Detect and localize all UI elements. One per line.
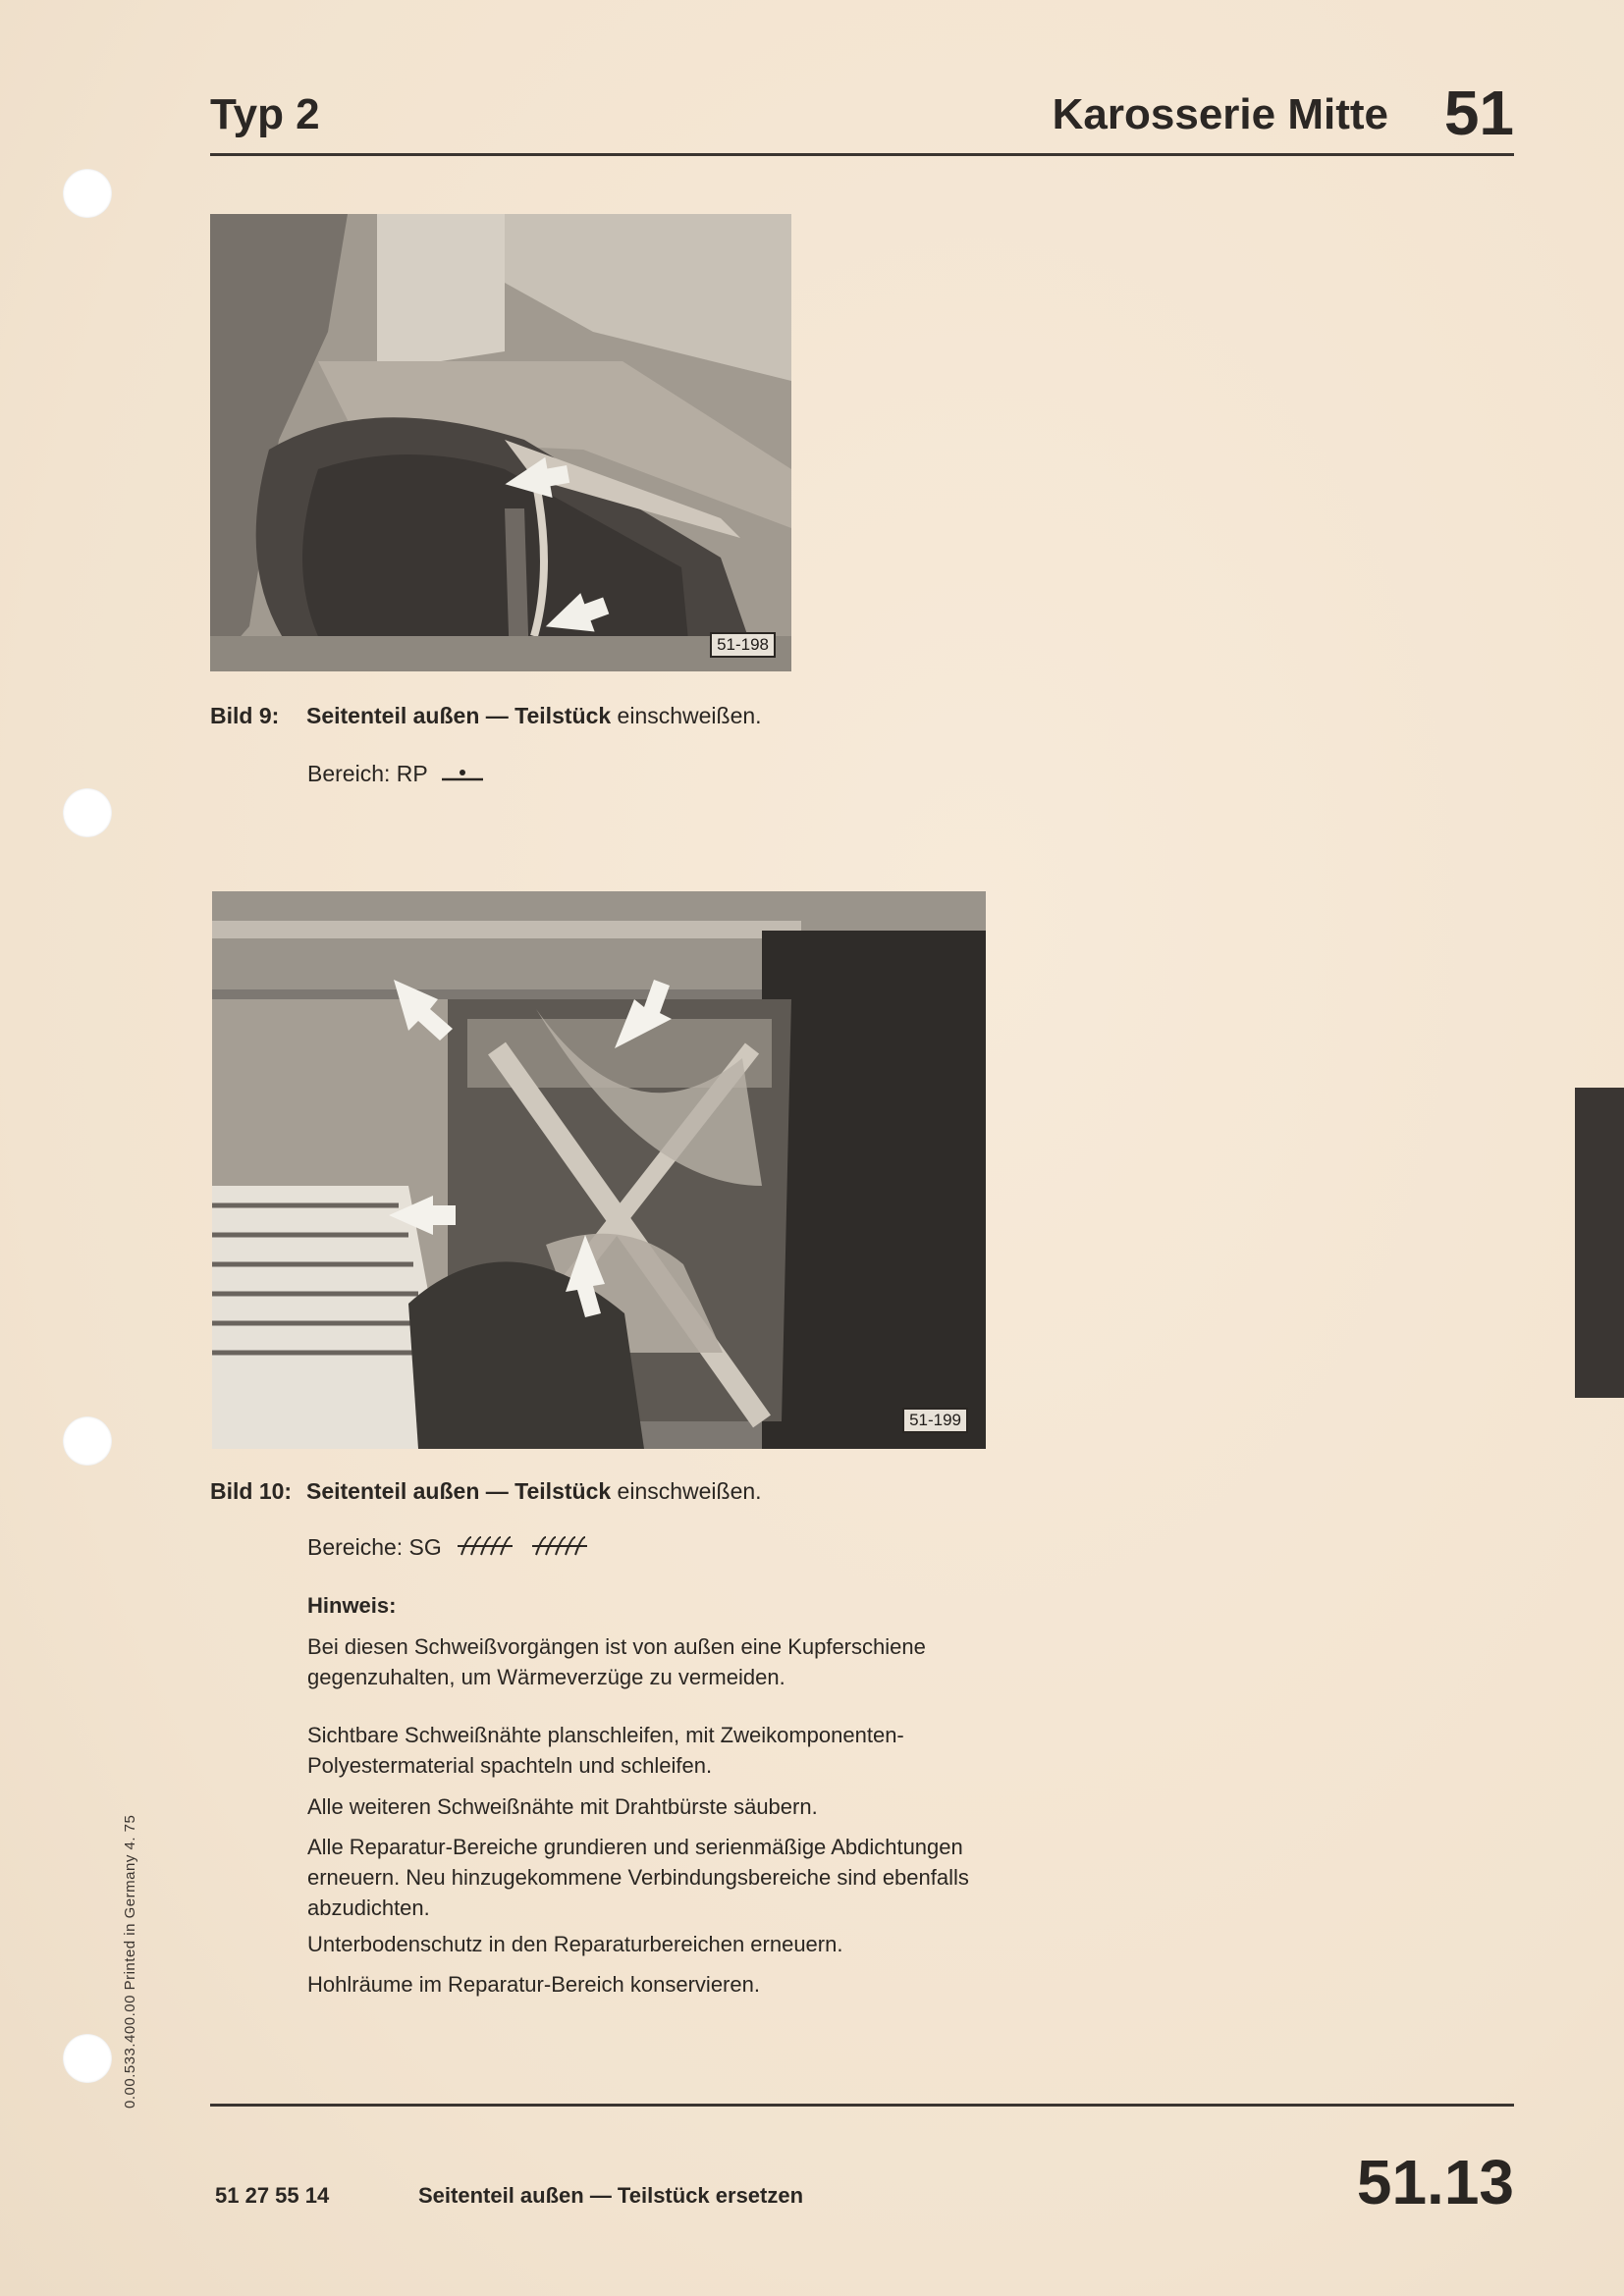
note-paragraph: Alle weiteren Schweißnähte mit Drahtbürste säubern. bbox=[307, 1794, 818, 1819]
caption-label: Bild 10: bbox=[210, 1478, 293, 1504]
figure-ref-code: 51-198 bbox=[710, 632, 776, 658]
figure-9-range bbox=[307, 759, 485, 788]
range-label: Bereiche: SG bbox=[307, 1534, 442, 1560]
punch-hole-icon bbox=[63, 788, 112, 837]
punch-hole-icon bbox=[63, 1416, 112, 1466]
figure-10-caption bbox=[210, 1476, 762, 1506]
range-label: Bereich: RP bbox=[307, 761, 428, 786]
caption-bold: Seitenteil außen — Teilstück bbox=[306, 703, 612, 728]
note-paragraph: Hohlräume im Reparatur-Bereich konservieren. bbox=[307, 1972, 760, 1997]
punch-hole-icon bbox=[63, 2034, 112, 2083]
note-paragraph: Unterbodenschutz in den Reparaturbereichen erneuern. bbox=[307, 1932, 843, 1956]
punch-hole-icon bbox=[63, 169, 112, 218]
note-paragraph: Sichtbare Schweißnähte planschleifen, mit Zweikomponenten-Polyestermaterial spachteln und schleifen. bbox=[307, 1723, 904, 1778]
footer-title: Seitenteil außen — Teilstück ersetzen bbox=[418, 2183, 804, 2208]
figure-10-range bbox=[307, 1531, 591, 1562]
gas-weld-symbol-icon bbox=[454, 1531, 591, 1561]
note-paragraph: Bei diesen Schweißvorgängen ist von außen eine Kupferschiene gegenzuhalten, um Wärmeverzüge zu vermeiden. bbox=[307, 1634, 926, 1689]
figure-10-photo bbox=[212, 891, 986, 1449]
header-model: Typ 2 bbox=[210, 90, 320, 138]
footer-code: 51 27 55 14 bbox=[215, 2183, 330, 2208]
section-tab-marker bbox=[1575, 1088, 1624, 1398]
header-chapter-number: 51 bbox=[1443, 78, 1514, 148]
spot-weld-symbol-icon bbox=[440, 762, 485, 785]
note-paragraph: Alle Reparatur-Bereiche grundieren und serienmäßige Abdichtungen erneuern. Neu hinzugekommene Verbindungsbereiche sind ebenfalls abzudichten. bbox=[307, 1835, 969, 1920]
footer-page-number: 51.13 bbox=[1356, 2147, 1514, 2217]
figure-10-image bbox=[212, 891, 986, 1449]
print-info: 0.00.533.400.00 Printed in Germany 4. 75 bbox=[122, 1814, 138, 2109]
note-heading: Hinweis: bbox=[307, 1593, 397, 1618]
footer-rule bbox=[210, 2104, 1514, 2107]
figure-9-photo bbox=[210, 214, 791, 671]
figure-9-image bbox=[210, 214, 791, 671]
caption-rest: einschweißen. bbox=[611, 1478, 762, 1504]
caption-label: Bild 9: bbox=[210, 703, 280, 728]
figure-ref-code: 51-199 bbox=[902, 1408, 968, 1433]
figure-9-caption bbox=[210, 701, 762, 730]
caption-bold: Seitenteil außen — Teilstück bbox=[306, 1478, 612, 1504]
header-rule bbox=[210, 153, 1514, 156]
header-section-title: Karosserie Mitte bbox=[1052, 90, 1388, 138]
caption-rest: einschweißen. bbox=[611, 703, 762, 728]
